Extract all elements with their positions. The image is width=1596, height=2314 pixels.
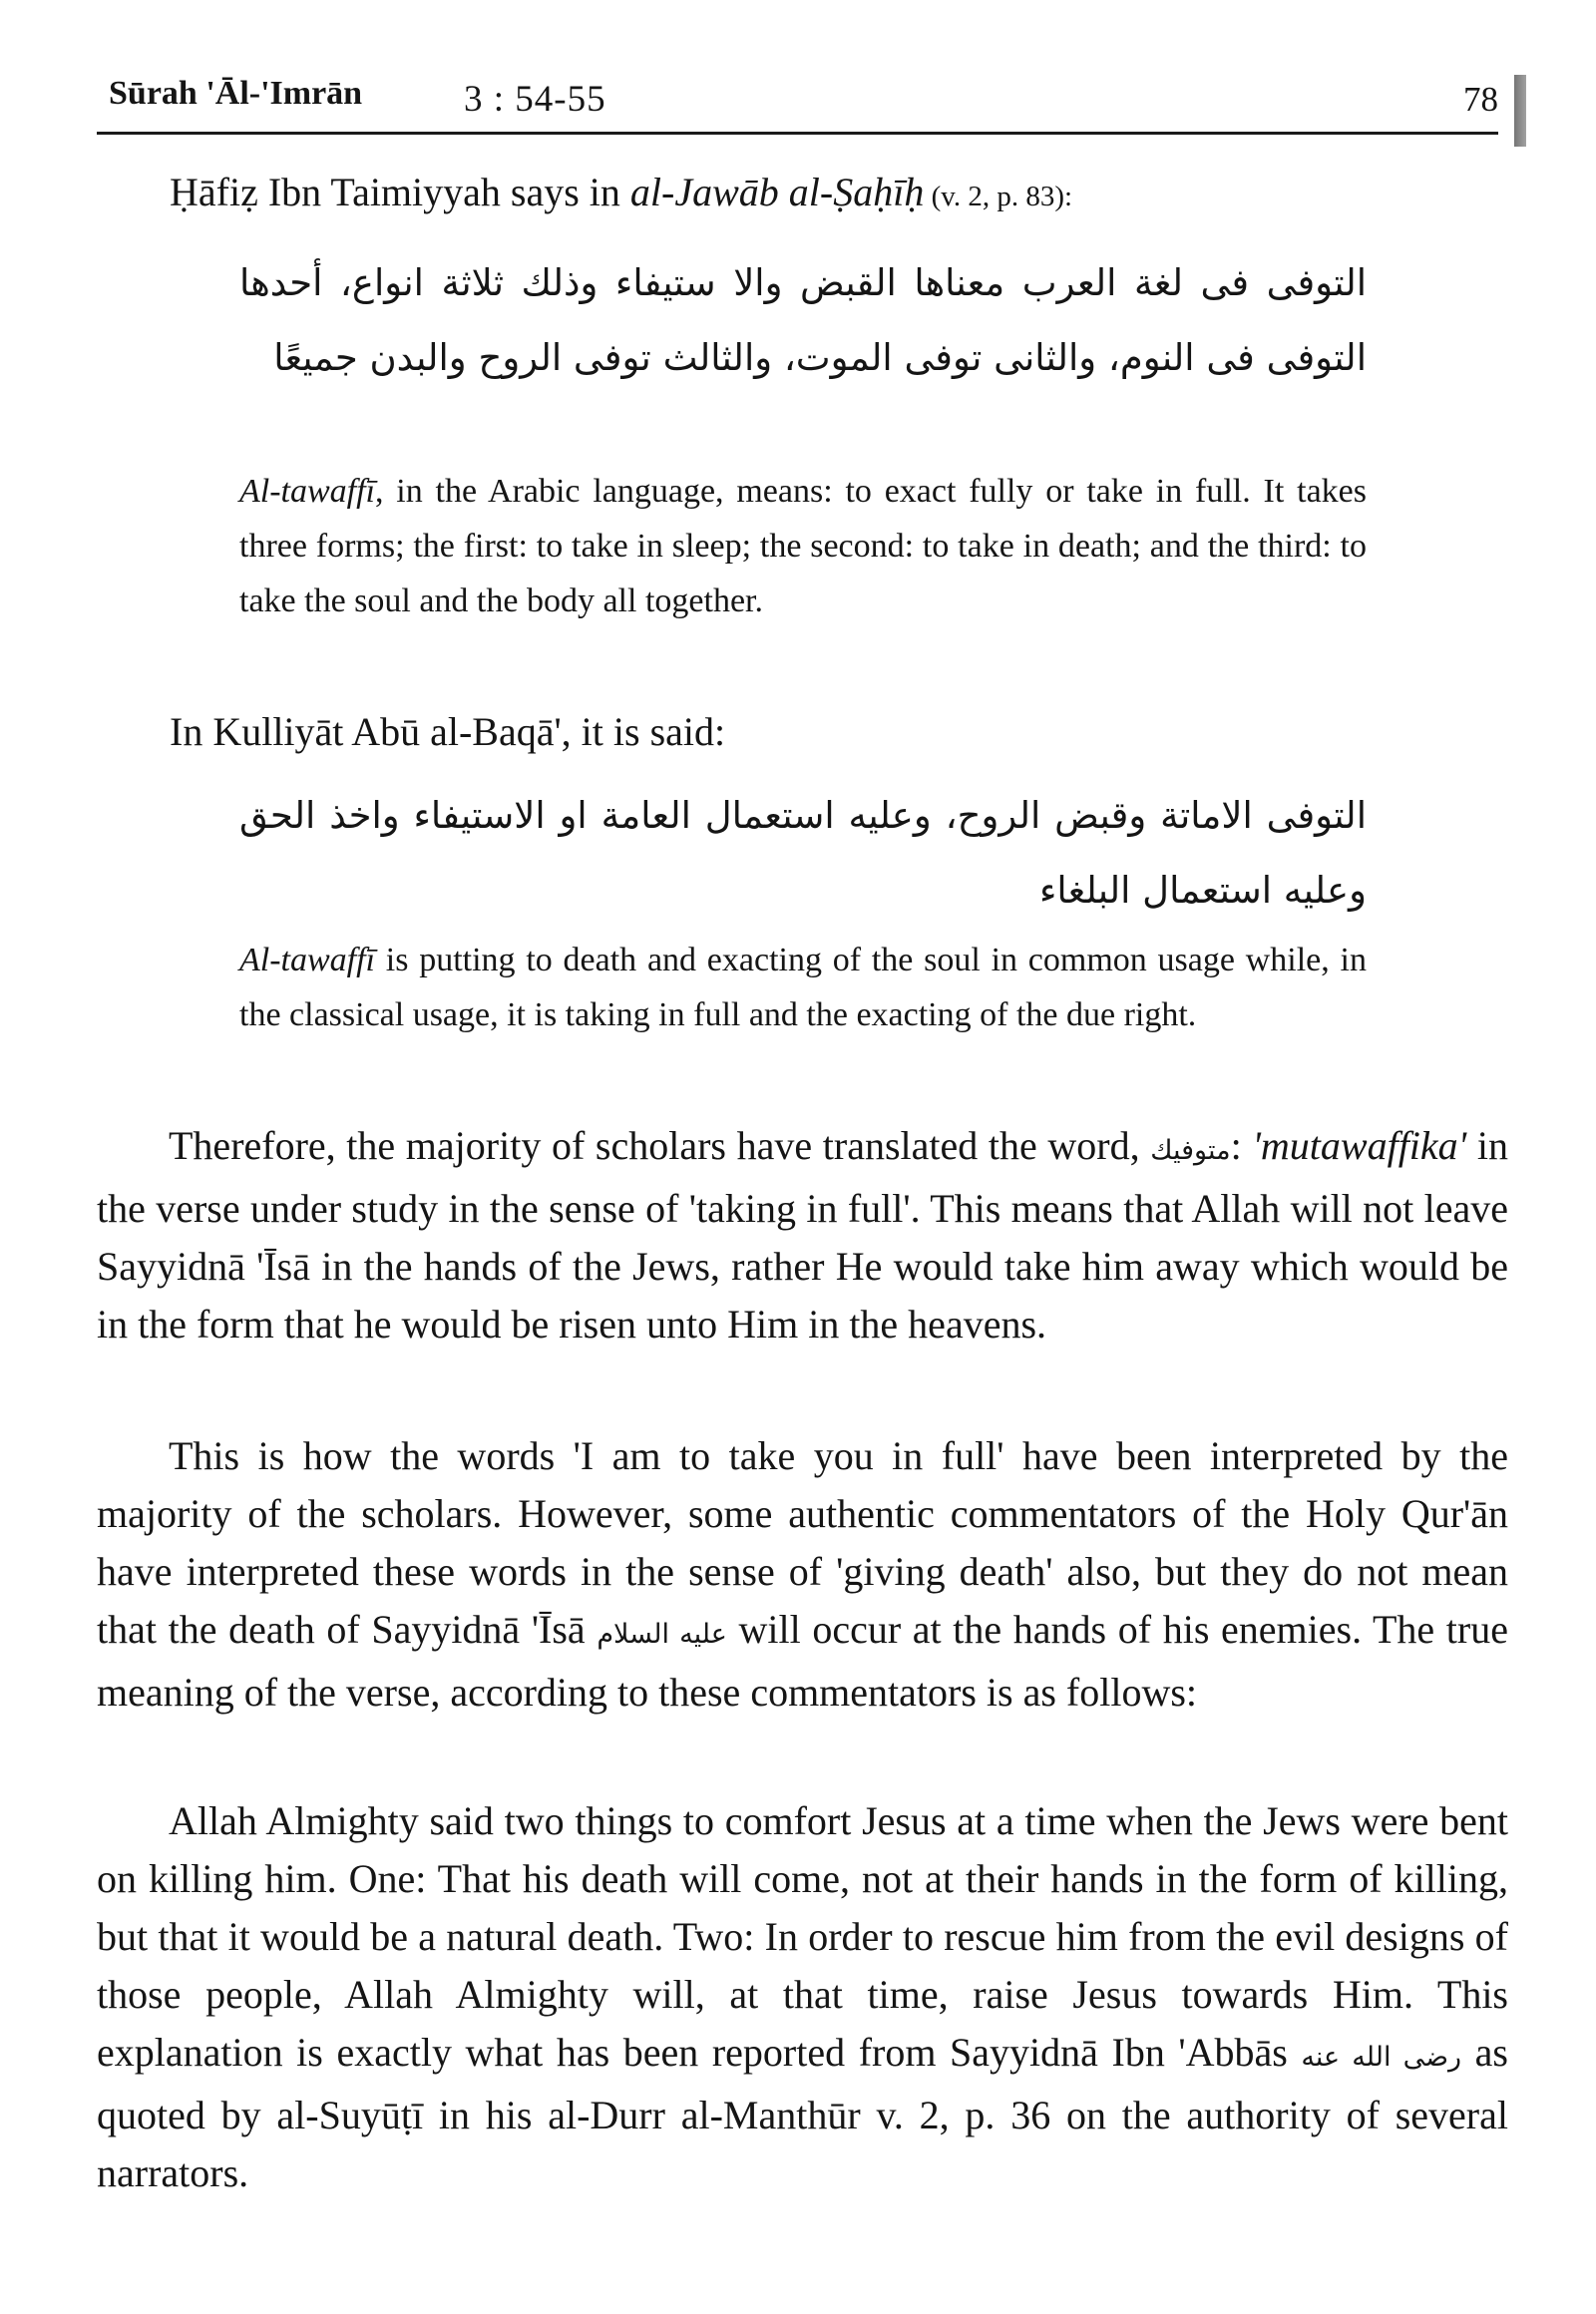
chapter-title: Sūrah 'Āl-'Imrān <box>109 75 363 112</box>
translation-text: , in the Arabic language, means: to exact fully or take in full. It takes three forms; the first: to take in sleep; the second: to take in death; and the third: to take the soul and the body all together. <box>239 473 1367 619</box>
paragraph-text: in the verse under study in the sense of 'taking in full'. This means that Allah will not leave Sayyidnā 'Īsā in the hands of the Jews, rather He would take him away which would be in the form that he would be risen unto Him in the heavens. <box>97 1123 1508 1347</box>
paragraph-text: Therefore, the majority of scholars have translated the word, <box>169 1123 1151 1168</box>
page-number: 78 <box>1463 80 1498 119</box>
translation-block-2 <box>239 933 1367 1042</box>
paragraph-text: as quoted by al-Suyūṭī in his al-Durr al-Manthūr v. 2, p. 36 on the authority of several narrators. <box>97 2030 1508 2195</box>
paragraph-text: : <box>1230 1123 1253 1168</box>
paragraph-mutawaffika <box>97 1117 1508 1353</box>
arabic-inline-honorific: عليه السلام <box>597 1619 727 1650</box>
arabic-inline-honorific: رضى الله عنه <box>1301 2042 1462 2073</box>
kulliyat-intro: In Kulliyāt Abū al-Baqā', it is said: <box>170 709 726 754</box>
paragraph-text: Allah Almighty said two things to comfort Jesus at a time when the Jews were bent on killing him. One: That his death will come, not at their hands in the form of killing, but that it would be a natural death. Two: In order to rescue him from the evil designs of those people, Allah Almighty will, at that time, raise Jesus towards Him. This explanation is exactly what has been reported from Sayyidnā Ibn 'Abbās <box>97 1798 1508 2075</box>
paragraph-text: This is how the words 'I am to take you in full' have been interpreted by the majority of the scholars. However, some authentic commentators of the Holy Qur'ān have interpreted these words in the sense of 'giving death' also, but they do not mean that the death of Sayyidnā 'Īsā <box>97 1433 1508 1652</box>
paragraph-interpretation <box>97 1427 1508 1722</box>
book-citation: (v. 2, p. 83): <box>924 181 1073 212</box>
paragraph-text: will occur at the hands of his enemies. The true meaning of the verse, according to these commentators is as follows: <box>97 1607 1508 1715</box>
translation-term: Al-tawaffī <box>239 473 375 510</box>
translation-block-1 <box>239 464 1367 628</box>
translation-term: Al-tawaffī <box>239 942 375 978</box>
page-edge-mark <box>1514 75 1526 147</box>
arabic-inline-word: متوفيك <box>1150 1135 1231 1166</box>
arabic-quotation-1: التوفى فى لغة العرب معناها القبض والا ستيفاء وذلك ثلاثة انواع، أحدها التوفى فى النوم، والثانى توفى الموت، والثالث توفى الروح والبدن جميعًا <box>239 261 1367 379</box>
italic-term: 'mutawaffika' <box>1252 1123 1467 1168</box>
translation-text: is putting to death and exacting of the soul in common usage while, in the classical usage, it is taking in full and the exacting of the due right. <box>239 942 1367 1033</box>
arabic-quotation-2: التوفى الاماتة وقبض الروح، وعليه استعمال العامة او الاستيفاء واخذ الحق وعليه استعمال البلغاء <box>239 794 1367 912</box>
book-title: al-Jawāb al-Ṣaḥīḥ <box>629 170 925 214</box>
intro-line <box>170 164 1466 225</box>
paragraph-comfort-jesus <box>97 1792 1508 2202</box>
intro-author-text: Ḥāfiẓ Ibn Taimiyyah says in <box>170 170 630 214</box>
page-header <box>97 72 1498 135</box>
verse-reference: 3 : 54-55 <box>464 79 606 120</box>
